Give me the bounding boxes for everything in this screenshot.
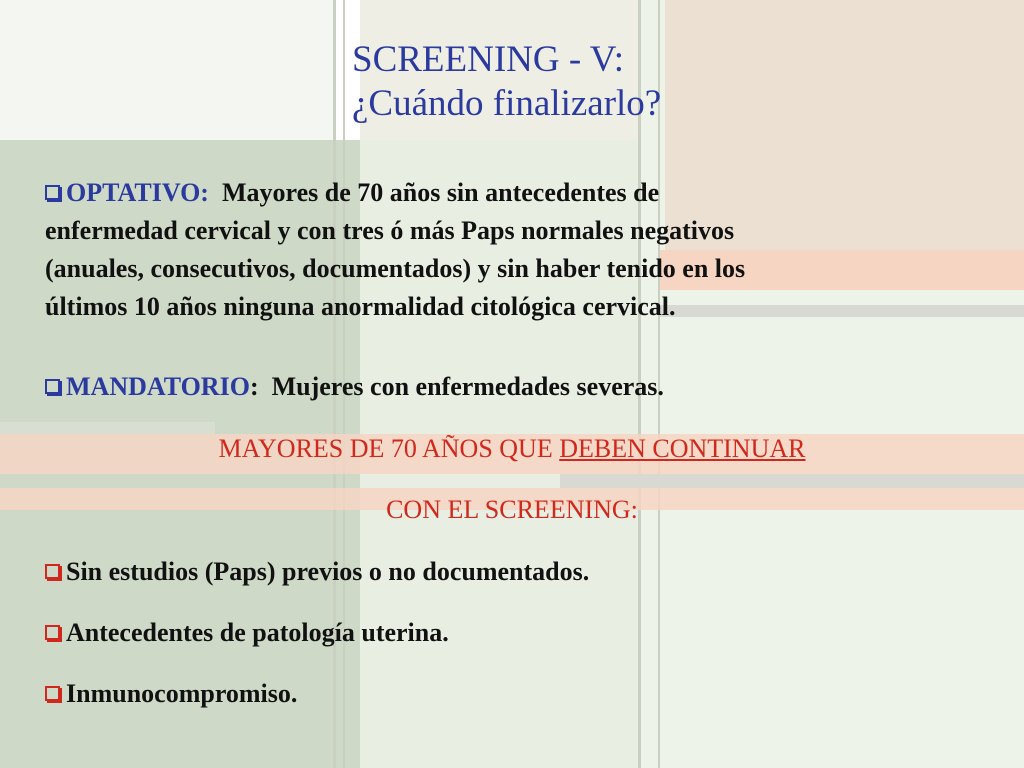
checkbox-bullet-icon — [45, 686, 60, 701]
bullet-item — [45, 675, 975, 713]
optativo-paragraph — [45, 174, 975, 326]
optativo-line-1 — [45, 174, 975, 212]
optativo-label: OPTATIVO: — [66, 178, 209, 207]
title-line-2: ¿Cuándo finalizarlo? — [352, 83, 662, 124]
bullet-text: Sin estudios (Paps) previos o no documentados. — [66, 557, 590, 586]
mandatorio-text: Mujeres con enfermedades severas. — [271, 372, 664, 401]
bullet-text: Inmunocompromiso. — [66, 679, 298, 708]
checkbox-bullet-icon — [45, 625, 60, 640]
optativo-text-1: Mayores de 70 años sin antecedentes de — [221, 178, 660, 207]
continue-heading-line-2: CON EL SCREENING: — [386, 495, 638, 524]
checkbox-bullet-icon — [45, 564, 60, 579]
checkbox-bullet-icon — [45, 185, 60, 200]
optativo-line-3: (anuales, consecutivos, documentados) y sin haber tenido en los — [45, 254, 746, 283]
optativo-line-2: enfermedad cervical y con tres ó más Paps normales negativos — [45, 216, 735, 245]
optativo-line-4: últimos 10 años ninguna anormalidad citológica cervical. — [45, 292, 676, 321]
mandatorio-paragraph — [45, 368, 975, 406]
heading-underlined: DEBEN CONTINUAR — [559, 434, 806, 463]
slide-title — [352, 38, 661, 126]
continue-heading-line-1 — [0, 430, 1024, 468]
bullet-text: Antecedentes de patología uterina. — [66, 618, 449, 647]
title-line-1: SCREENING - V: — [352, 39, 625, 80]
bullet-item — [45, 614, 975, 652]
bullet-item — [45, 553, 975, 591]
mandatorio-colon: : — [249, 372, 259, 401]
mandatorio-label: MANDATORIO — [66, 372, 250, 401]
heading-part-1: MAYORES DE 70 AÑOS QUE — [218, 434, 553, 463]
checkbox-bullet-icon — [45, 379, 60, 394]
